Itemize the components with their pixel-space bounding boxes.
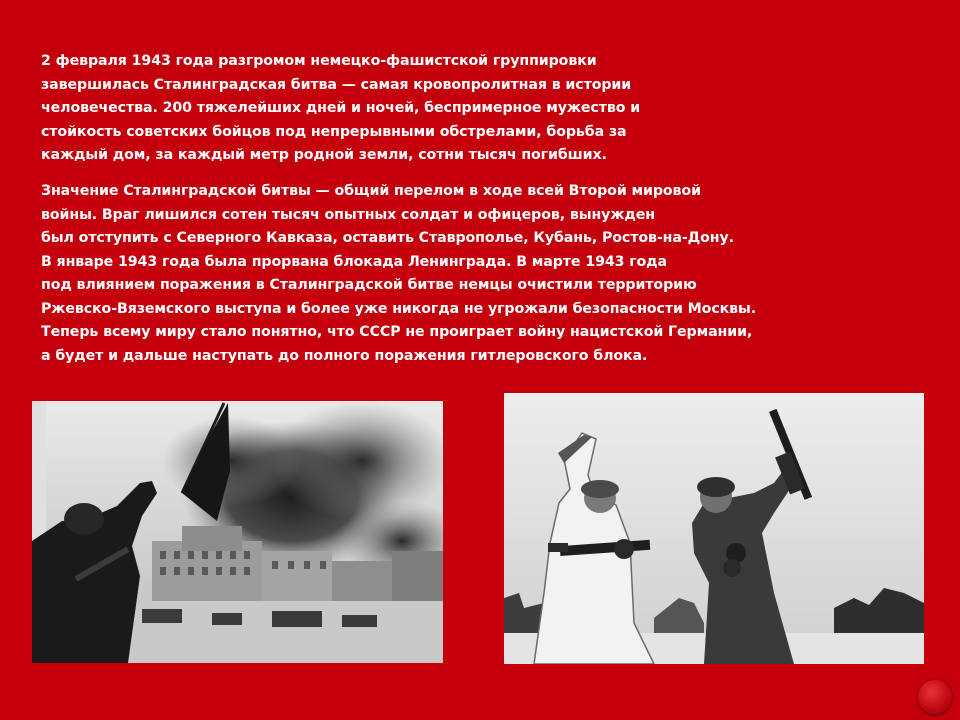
soldiers-photo-illustration	[504, 393, 924, 664]
text-line: войны. Враг лишился сотен тысяч опытных солдат и офицеров, вынужден	[41, 206, 655, 223]
text-line: завершилась Сталинградская битва — самая кровопролитная в истории	[41, 76, 632, 93]
text-line: Значение Сталинградской битвы — общий перелом в ходе всей Второй мировой	[41, 183, 701, 199]
flag-photo-illustration	[32, 401, 443, 663]
text-line: человечества. 200 тяжелейших дней и ночей, беспримерное мужество и	[41, 100, 641, 116]
significance-paragraph	[41, 180, 756, 368]
text-line: каждый дом, за каждый метр родной земли, сотни тысяч погибших.	[41, 147, 607, 163]
text-line: был отступить с Северного Кавказа, оставить Ставрополье, Кубань, Ростов-на-Дону.	[41, 230, 734, 246]
text-line: а будет и дальше наступать до полного поражения гитлеровского блока.	[41, 347, 648, 364]
text-line: Ржевско-Вяземского выступа и более уже никогда не угрожали безопасности Москвы.	[41, 300, 757, 317]
intro-paragraph	[41, 50, 640, 168]
photo-flag-over-city	[32, 401, 443, 663]
text-line: В январе 1943 года была прорвана блокада Ленинграда. В марте 1943 года	[41, 253, 668, 270]
next-slide-button[interactable]	[918, 680, 952, 714]
text-line: стойкость советских бойцов под непрерывными обстрелами, борьба за	[41, 123, 627, 140]
photo-soldiers-celebrating	[504, 393, 924, 664]
text-line: 2 февраля 1943 года разгромом немецко-фашистской группировки	[41, 53, 597, 69]
text-line: под влиянием поражения в Сталинградской битве немцы очистили территорию	[41, 277, 697, 293]
text-line: Теперь всему миру стало понятно, что СССР не проиграет войну нацистской Германии,	[41, 324, 753, 340]
